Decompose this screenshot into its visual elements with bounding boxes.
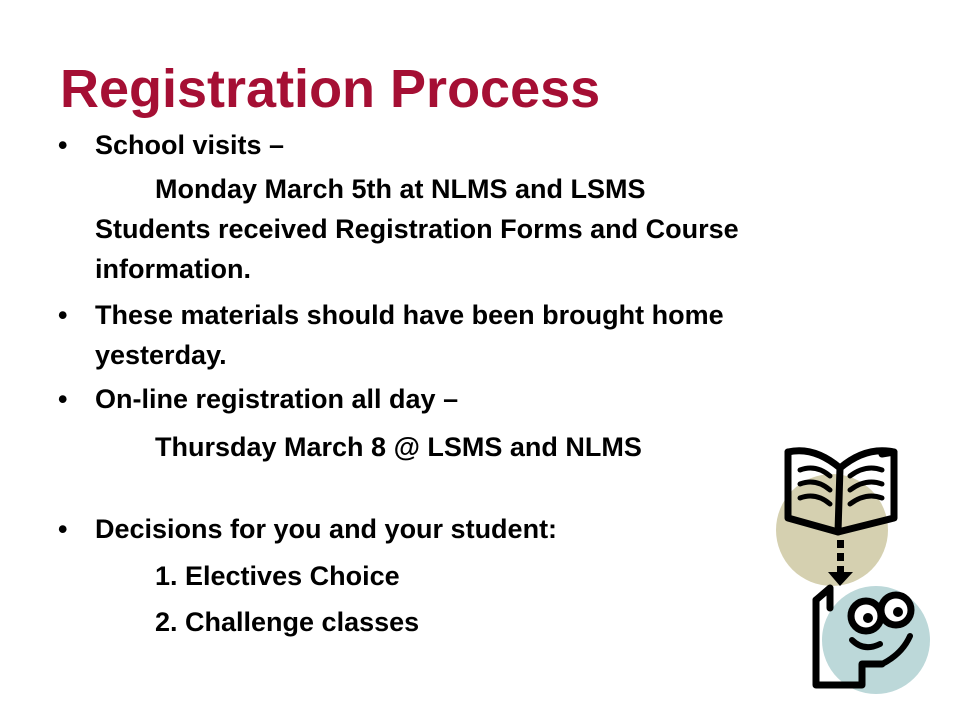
school-visits-detail-line-2: information. <box>95 254 251 284</box>
bullet-marker: • <box>58 300 68 330</box>
school-visits-date: Monday March 5th at NLMS and LSMS <box>155 174 646 204</box>
online-registration-heading: On-line registration all day – <box>95 384 459 414</box>
decisions-heading: Decisions for you and your student: <box>95 514 558 544</box>
book-to-student-illustration <box>770 440 940 700</box>
bullet-marker: • <box>58 514 68 544</box>
slide-title: Registration Process <box>60 59 601 119</box>
online-registration-date: Thursday March 8 @ LSMS and NLMS <box>155 432 642 462</box>
decision-option-challenge: 2. Challenge classes <box>155 607 420 637</box>
materials-line-1: These materials should have been brought home <box>95 300 724 330</box>
bullet-marker: • <box>58 130 68 160</box>
bullet-marker: • <box>58 384 68 414</box>
school-visits-detail-line-1: Students received Registration Forms and Course <box>95 214 739 244</box>
bullet-school-visits-heading: School visits – <box>95 130 285 160</box>
materials-line-2: yesterday. <box>95 340 227 370</box>
decision-option-electives: 1. Electives Choice <box>155 561 400 591</box>
